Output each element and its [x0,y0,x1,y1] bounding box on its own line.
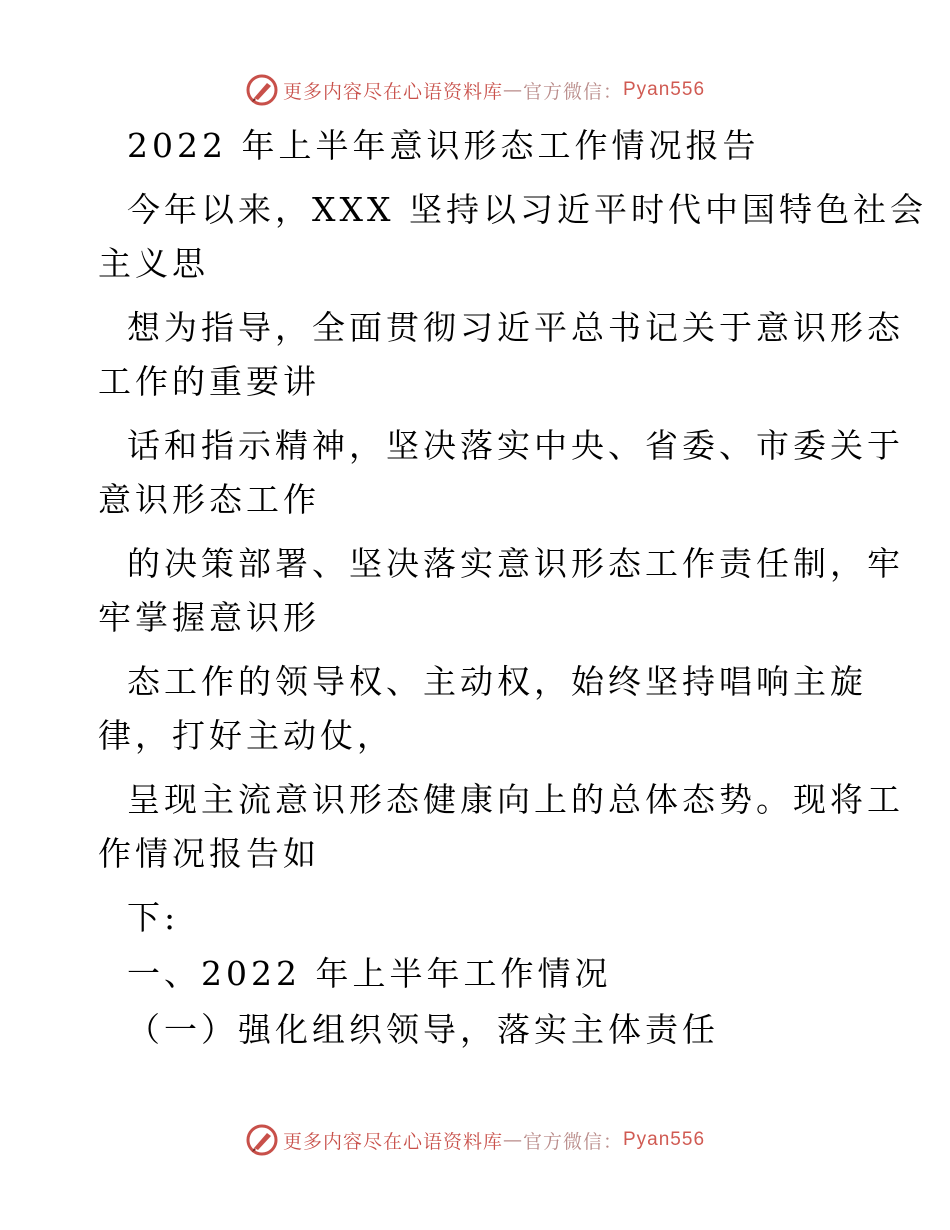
paragraph-line: 呈现主流意识形态健康向上的总体态势。现将工 [98,780,904,819]
paragraph-line: 牢掌握意识形 [98,598,320,637]
watermark-official-label: 官方微信： [522,80,623,103]
watermark-wechat-id: Pyan556 [623,1129,706,1150]
document-title: 2022 年上半年意识形态工作情况报告 [98,126,760,165]
watermark-main-text: 更多内容尽在心语资料库 [282,1130,503,1153]
paragraph-line: 工作的重要讲 [98,362,320,401]
paragraph-line: 的决策部署、坚决落实意识形态工作责任制，牢 [98,544,904,583]
pen-logo-icon [245,73,279,107]
paragraph-line: 作情况报告如 [98,834,320,873]
section-heading: 一、2022 年上半年工作情况 [98,954,612,993]
subsection-heading: （一）强化组织领导，落实主体责任 [98,1010,719,1049]
paragraph-line: 下: [98,898,180,937]
watermark-header [0,70,950,110]
watermark-official-label: 官方微信： [522,1130,623,1153]
paragraph-line: 主义思 [98,244,209,283]
paragraph-line: 话和指示精神，坚决落实中央、省委、市委关于 [98,426,904,465]
watermark-dash: — [502,1129,523,1151]
paragraph-line: 律，打好主动仗， [98,716,394,755]
paragraph-line: 意识形态工作 [98,480,320,519]
paragraph-line: 今年以来，XXX 坚持以习近平时代中国特色社会 [98,190,927,229]
paragraph-line: 想为指导，全面贯彻习近平总书记关于意识形态 [98,308,904,347]
watermark-dash: — [502,79,523,101]
document-body [98,126,927,1049]
pen-logo-icon [245,1123,279,1157]
watermark-wechat-id: Pyan556 [623,79,706,100]
watermark-footer [0,1120,950,1160]
paragraph-line: 态工作的领导权、主动权，始终坚持唱响主旋 [98,662,867,701]
watermark-main-text: 更多内容尽在心语资料库 [282,80,503,103]
